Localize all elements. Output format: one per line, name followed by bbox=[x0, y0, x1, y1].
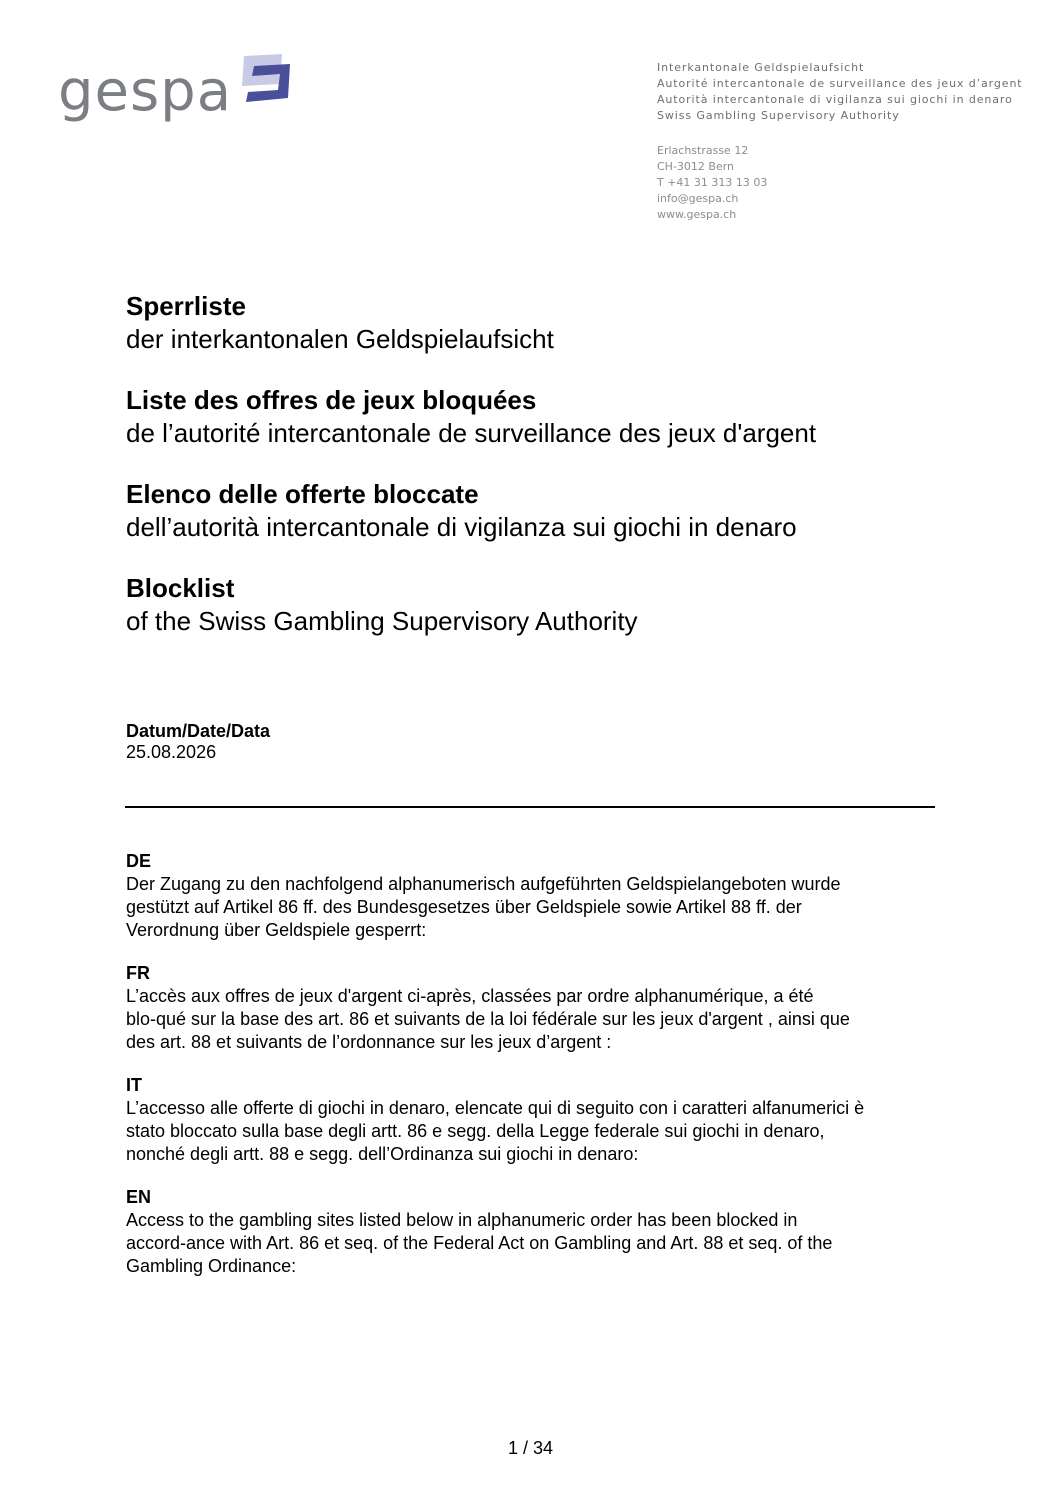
authority-line-de: Interkantonale Geldspielaufsicht bbox=[657, 61, 865, 74]
title-sub: der interkantonalen Geldspielaufsicht bbox=[126, 324, 554, 354]
language-code: EN bbox=[126, 1187, 152, 1207]
notice-it bbox=[126, 1074, 956, 1166]
date-value: 25.08.2026 bbox=[126, 742, 217, 762]
title-main: Elenco delle offerte bloccate bbox=[126, 479, 479, 509]
notice-line: gestützt auf Artikel 86 ff. des Bundesgesetzes über Geldspiele sowie Artikel 88 ff. der bbox=[126, 897, 802, 917]
language-code: DE bbox=[126, 851, 152, 871]
title-main: Blocklist bbox=[126, 573, 235, 603]
address-street: Erlachstrasse 12 bbox=[657, 144, 749, 157]
logo-wordmark: gespa bbox=[58, 59, 233, 124]
language-code: IT bbox=[126, 1075, 142, 1095]
notice-fr bbox=[126, 962, 956, 1054]
title-block-it bbox=[126, 478, 986, 544]
authority-names bbox=[657, 60, 1057, 124]
contact-address bbox=[657, 143, 877, 223]
notice-line: L’accès aux offres de jeux d'argent ci-après, classées par ordre alphanumérique, a été bbox=[126, 986, 814, 1006]
title-block-fr bbox=[126, 384, 986, 450]
document-titles bbox=[126, 290, 986, 666]
notice-line: Gambling Ordinance: bbox=[126, 1256, 297, 1276]
notice-line: Verordnung über Geldspiele gesperrt: bbox=[126, 920, 427, 940]
notice-line: nonché degli artt. 88 e segg. dell’Ordinanza sui giochi in denaro: bbox=[126, 1144, 639, 1164]
gespa-logo bbox=[58, 52, 298, 132]
authority-line-fr: Autorité intercantonale de surveillance des jeux d’argent bbox=[657, 77, 1023, 90]
notice-line: blo-qué sur la base des art. 86 et suivants de la loi fédérale sur les jeux d'argent , ainsi que bbox=[126, 1009, 850, 1029]
address-email[interactable]: info@gespa.ch bbox=[657, 192, 739, 205]
title-block-en bbox=[126, 572, 986, 638]
authority-line-en: Swiss Gambling Supervisory Authority bbox=[657, 109, 900, 122]
address-city: CH-3012 Bern bbox=[657, 160, 735, 173]
notice-en bbox=[126, 1186, 956, 1278]
authority-line-it: Autorità intercantonale di vigilanza sui giochi in denaro bbox=[657, 93, 1013, 106]
date-block bbox=[126, 721, 270, 763]
notice-line: stato bloccato sulla base degli artt. 86 e segg. della Legge federale sui giochi in denaro, bbox=[126, 1121, 825, 1141]
address-phone: T +41 31 313 13 03 bbox=[657, 176, 768, 189]
language-code: FR bbox=[126, 963, 150, 983]
address-website[interactable]: www.gespa.ch bbox=[657, 208, 737, 221]
notice-de bbox=[126, 850, 956, 942]
notice-line: des art. 88 et suivants de l’ordonnance sur les jeux d’argent : bbox=[126, 1032, 612, 1052]
notice-line: Access to the gambling sites listed below in alphanumeric order has been blocked in bbox=[126, 1210, 798, 1230]
page-number: 1 / 34 bbox=[507, 1438, 554, 1458]
language-notices bbox=[126, 850, 956, 1298]
title-block-de bbox=[126, 290, 986, 356]
section-divider bbox=[125, 806, 935, 808]
notice-line: Der Zugang zu den nachfolgend alphanumerisch aufgeführten Geldspielangeboten wurde bbox=[126, 874, 841, 894]
title-sub: dell’autorità intercantonale di vigilanza sui giochi in denaro bbox=[126, 512, 797, 542]
logo-mark-icon bbox=[232, 52, 294, 108]
date-label: Datum/Date/Data bbox=[126, 721, 271, 741]
notice-line: L’accesso alle offerte di giochi in denaro, elencate qui di seguito con i caratteri alfanumerici è bbox=[126, 1098, 865, 1118]
title-main: Liste des offres de jeux bloquées bbox=[126, 385, 537, 415]
title-sub: de l’autorité intercantonale de surveillance des jeux d'argent bbox=[126, 418, 817, 448]
title-sub: of the Swiss Gambling Supervisory Authority bbox=[126, 606, 638, 636]
notice-line: accord-ance with Art. 86 et seq. of the Federal Act on Gambling and Art. 88 et seq. of the bbox=[126, 1233, 833, 1253]
title-main: Sperrliste bbox=[126, 291, 246, 321]
